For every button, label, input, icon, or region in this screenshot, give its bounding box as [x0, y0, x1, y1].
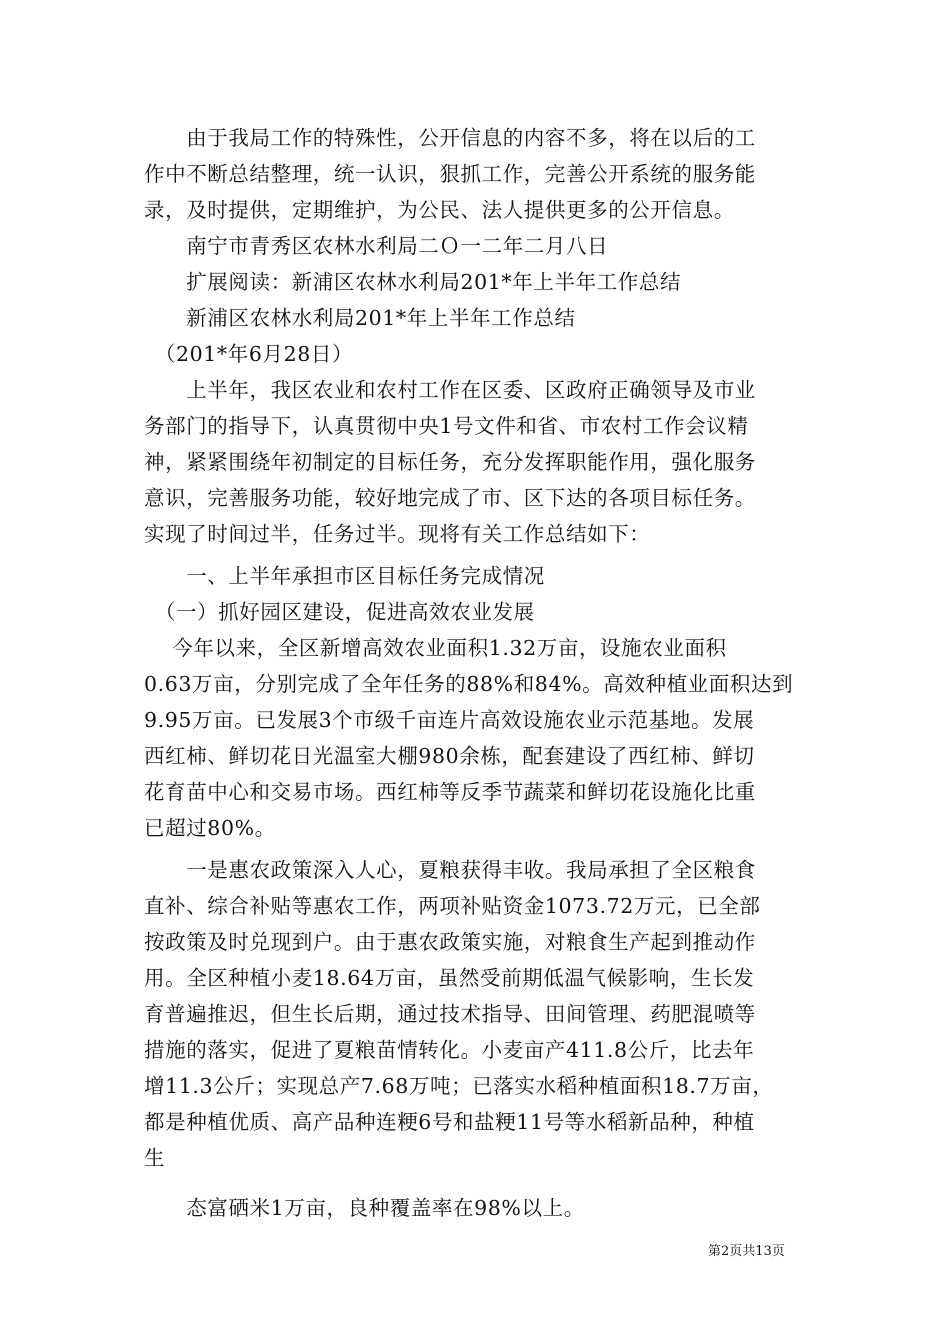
text-line: 生	[144, 1146, 166, 1170]
text-line: 作中不断总结整理，统一认识，狠抓工作，完善公开系统的服务能	[144, 162, 756, 186]
text-line: 一、上半年承担市区目标任务完成情况	[144, 564, 545, 588]
text-line: 育普遍推迟，但生长后期，通过技术指导、田间管理、药肥混喷等	[144, 1002, 756, 1026]
text-line: 一是惠农政策深入人心，夏粮获得丰收。我局承担了全区粮食	[144, 858, 756, 882]
text-line: 西红柿、鲜切花日光温室大棚980余栋，配套建设了西红柿、鲜切	[144, 744, 755, 768]
text-line: 实现了时间过半，任务过半。现将有关工作总结如下：	[144, 522, 651, 546]
text-line: 录，及时提供，定期维护，为公民、法人提供更多的公开信息。	[144, 198, 735, 222]
page-number: 第2页共13页	[708, 1244, 785, 1259]
text-line: 神，紧紧围绕年初制定的目标任务，充分发挥职能作用，强化服务	[144, 450, 756, 474]
text-line: 直补、综合补贴等惠农工作，两项补贴资金1073.72万元，已全部	[144, 894, 761, 918]
text-line: 增11.3公斤；实现总产7.68万吨；已落实水稻种植面积18.7万亩，	[144, 1074, 774, 1098]
text-line: 由于我局工作的特殊性，公开信息的内容不多，将在以后的工	[144, 126, 756, 150]
text-line: 务部门的指导下，认真贯彻中央1号文件和省、市农村工作会议精	[144, 414, 749, 438]
text-line: 花育苗中心和交易市场。西红柿等反季节蔬菜和鲜切花设施化比重	[144, 780, 756, 804]
text-line: 已超过80%。	[144, 816, 276, 840]
text-line: 扩展阅读：新浦区农林水利局201*年上半年工作总结	[144, 270, 682, 294]
text-line: 态富硒米1万亩，良种覆盖率在98%以上。	[144, 1196, 585, 1220]
text-line: 今年以来，全区新增高效农业面积1.32万亩，设施农业面积	[144, 636, 727, 660]
text-line: 南宁市青秀区农林水利局二Ｏ一二年二月八日	[144, 234, 609, 258]
text-line: 新浦区农林水利局201*年上半年工作总结	[144, 306, 576, 330]
text-line: 按政策及时兑现到户。由于惠农政策实施，对粮食生产起到推动作	[144, 930, 756, 954]
text-line: 9.95万亩。已发展3个市级千亩连片高效设施农业示范基地。发展	[144, 708, 755, 732]
text-line: 措施的落实，促进了夏粮苗情转化。小麦亩产411.8公斤，比去年	[144, 1038, 755, 1062]
text-line: 都是种植优质、高产品种连粳6号和盐粳11号等水稻新品种，种植	[144, 1110, 755, 1134]
text-line: 意识，完善服务功能，较好地完成了市、区下达的各项目标任务。	[144, 486, 756, 510]
text-line: 0.63万亩，分别完成了全年任务的88%和84%。高效种植业面积达到	[144, 672, 794, 696]
text-line: 用。全区种植小麦18.64万亩，虽然受前期低温气候影响，生长发	[144, 966, 755, 990]
text-line: （201*年6月28日）	[144, 342, 354, 366]
text-line: （一）抓好园区建设，促进高效农业发展	[144, 600, 535, 624]
text-line: 上半年，我区农业和农村工作在区委、区政府正确领导及市业	[144, 378, 756, 402]
